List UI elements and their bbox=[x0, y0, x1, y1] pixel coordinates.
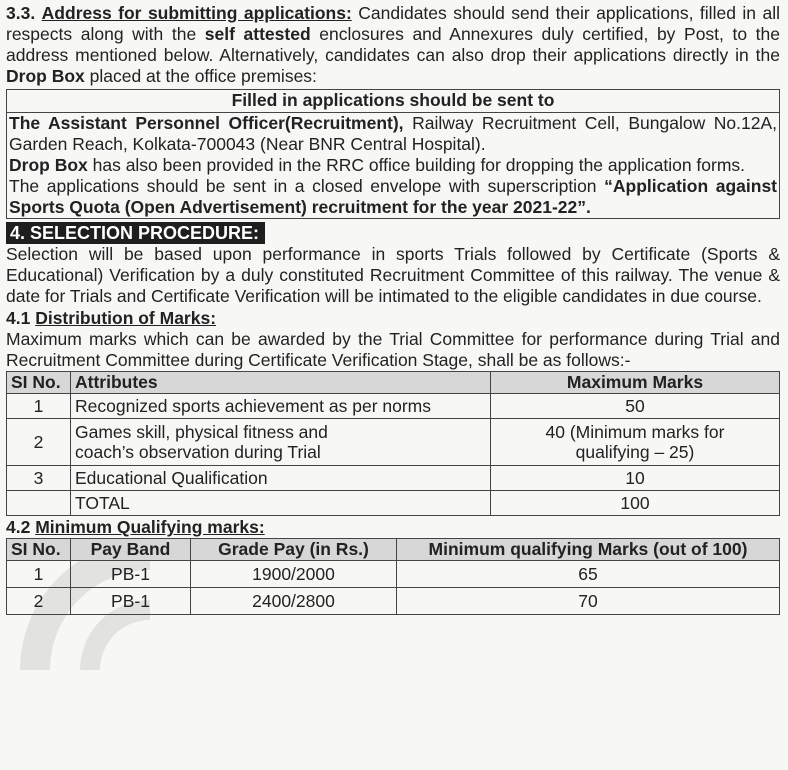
cell-line: qualifying – 25) bbox=[575, 442, 695, 462]
self-attested-bold: self attested bbox=[204, 24, 311, 44]
table-cell: 50 bbox=[491, 394, 780, 419]
section-4-1-heading: Distribution of Marks: bbox=[35, 308, 217, 328]
table-header-cell: Maximum Marks bbox=[491, 372, 780, 394]
table-cell: Recognized sports achievement as per norms bbox=[71, 394, 491, 419]
cell-line: coach’s observation during Trial bbox=[75, 442, 321, 462]
section-3-3-text-3: placed at the office premises: bbox=[84, 66, 317, 86]
officer-title: The Assistant Personnel Officer(Recruitment), bbox=[9, 113, 404, 133]
table-header-cell: SI No. bbox=[7, 372, 71, 394]
cell-line: Games skill, physical fitness and bbox=[75, 422, 328, 442]
table-cell: 100 bbox=[491, 491, 780, 516]
section-4-2-title bbox=[6, 517, 780, 538]
table-cell: 2 bbox=[7, 588, 71, 615]
table-header-row bbox=[7, 539, 780, 561]
section-4-1-title bbox=[6, 308, 780, 329]
section-3-3-text-2: enclosures and Annexures duly certified, by Post, to the address mentioned below. Alternatively, candidates can also drop their applications directly in the bbox=[6, 24, 781, 65]
table-header-cell: Minimum qualifying Marks (out of 100) bbox=[397, 539, 780, 561]
section-4-2-heading: Minimum Qualifying marks: bbox=[35, 517, 265, 537]
table-cell: 65 bbox=[397, 561, 780, 588]
address-box-header: Filled in applications should be sent to bbox=[7, 90, 779, 113]
table-row bbox=[7, 561, 780, 588]
table-cell: 70 bbox=[397, 588, 780, 615]
dropbox-text: has also been provided in the RRC office building for dropping the application forms. bbox=[87, 155, 746, 175]
section-3-3-text-1: Candidates should send their applications, filled in all respects along with the bbox=[6, 3, 780, 44]
address-text: Railway Recruitment Cell, Bungalow No.12A, Garden Reach, Kolkata-700043 (Near BNR Central Hospital). bbox=[9, 113, 777, 154]
table-header-cell: Attributes bbox=[71, 372, 491, 394]
section-4-1-number: 4.1 bbox=[6, 308, 36, 328]
table-header-cell: SI No. bbox=[7, 539, 71, 561]
section-4-1-text: Maximum marks which can be awarded by the Trial Committee for performance during Trial and Recruitment Committee during Certificate Verification Stage, shall be as follows:- bbox=[6, 329, 780, 370]
section-3-3-heading: Address for submitting applications: bbox=[41, 3, 352, 23]
section-4-title: 4. SELECTION PROCEDURE: bbox=[6, 222, 265, 244]
section-3-3-number: 3.3. bbox=[6, 3, 36, 23]
table-row bbox=[7, 466, 780, 491]
table-cell bbox=[71, 419, 491, 466]
table-cell: PB-1 bbox=[71, 588, 191, 615]
table-row-total bbox=[7, 491, 780, 516]
table-cell: 1 bbox=[7, 561, 71, 588]
table-row bbox=[7, 394, 780, 419]
table-cell: PB-1 bbox=[71, 561, 191, 588]
table-cell bbox=[7, 491, 71, 516]
envelope-superscription: “Application against Sports Quota (Open Advertisement) recruitment for the year 2021-22”. bbox=[9, 176, 777, 217]
table-header-cell: Pay Band bbox=[71, 539, 191, 561]
section-3-3 bbox=[6, 3, 780, 87]
envelope-text: The applications should be sent in a closed envelope with superscription bbox=[9, 176, 605, 196]
table-cell bbox=[491, 419, 780, 466]
table-row bbox=[7, 588, 780, 615]
document-page bbox=[6, 3, 780, 615]
table-cell: TOTAL bbox=[71, 491, 491, 516]
table-header-row bbox=[7, 372, 780, 394]
table-cell: 10 bbox=[491, 466, 780, 491]
table-cell: 2 bbox=[7, 419, 71, 466]
dropbox-bold: Drop Box bbox=[9, 155, 88, 175]
table-row bbox=[7, 419, 780, 466]
drop-box-bold: Drop Box bbox=[6, 66, 85, 86]
table-cell: 1900/2000 bbox=[191, 561, 397, 588]
table-cell: Educational Qualification bbox=[71, 466, 491, 491]
section-4-text: Selection will be based upon performance in sports Trials followed by Certificate (Sports & Educational) Verification by a duly constituted Recruitment Committee of this railway. The venue & date for Trials and Certificate Verification will be intimated to the eligible candidates in due course. bbox=[6, 244, 780, 306]
address-paragraph bbox=[7, 113, 779, 155]
table-cell: 2400/2800 bbox=[191, 588, 397, 615]
marks-distribution-table bbox=[6, 371, 780, 516]
envelope-paragraph bbox=[7, 176, 779, 218]
cell-line: 40 (Minimum marks for bbox=[545, 422, 725, 442]
table-cell: 1 bbox=[7, 394, 71, 419]
dropbox-paragraph bbox=[7, 155, 779, 176]
section-4-2-number: 4.2 bbox=[6, 517, 36, 537]
address-box bbox=[6, 89, 780, 219]
qualifying-marks-table bbox=[6, 538, 780, 615]
table-header-cell: Grade Pay (in Rs.) bbox=[191, 539, 397, 561]
table-cell: 3 bbox=[7, 466, 71, 491]
